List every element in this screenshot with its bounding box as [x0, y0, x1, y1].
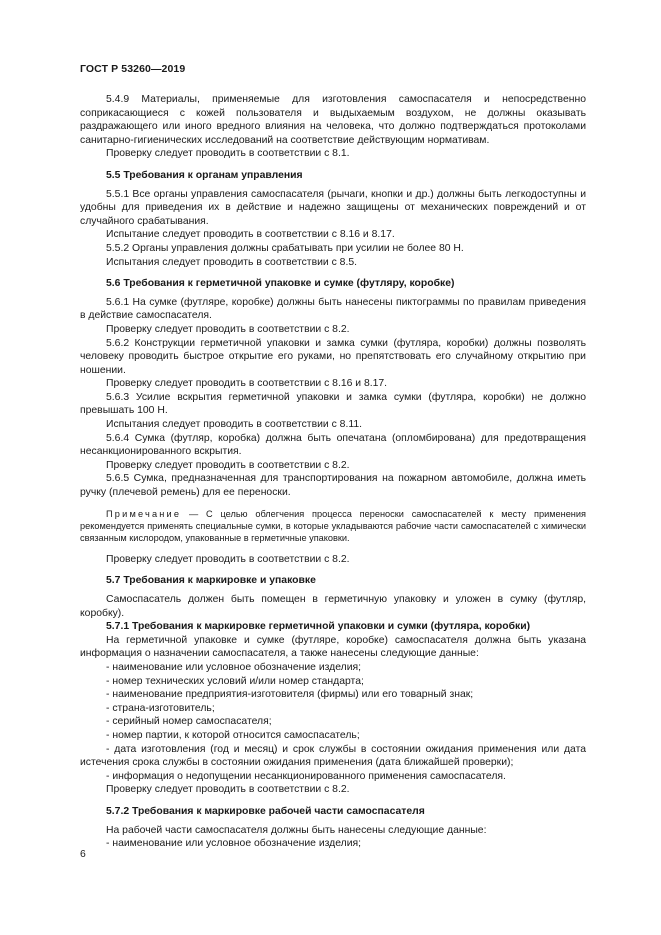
paragraph-check: Проверку следует проводить в соответствии с 8.1. [106, 148, 350, 160]
page-header: ГОСТ Р 53260—2019 [80, 63, 186, 75]
section-heading-5-5: 5.5 Требования к органам управления [106, 169, 303, 181]
paragraph-5-6-1: 5.6.1 На сумке (футляре, коробке) должны быть нанесены пиктограммы по правилам приведения в действие самоспасателя. [80, 296, 586, 322]
paragraph-check: Испытания следует проводить в соответствии с 8.11. [106, 419, 363, 431]
list-item: - наименование или условное обозначение изделия; [106, 838, 362, 850]
paragraph-check: Проверку следует проводить в соответствии с 8.2. [106, 784, 350, 796]
list-item: - информация о недопущении несанкционированного применения самоспасателя. [106, 770, 506, 782]
paragraph-check: Проверку следует проводить в соответствии с 8.2. [106, 553, 350, 565]
note [80, 508, 586, 545]
paragraph-check: Испытание следует проводить в соответствии с 8.16 и 8.17. [106, 229, 395, 241]
paragraph-5-5-2: 5.5.2 Органы управления должны срабатывать при усилии не более 80 Н. [106, 242, 464, 254]
paragraph-check: Проверку следует проводить в соответствии с 8.2. [106, 323, 350, 335]
section-heading-5-6: 5.6 Требования к герметичной упаковке и сумке (футляру, коробке) [106, 278, 455, 290]
paragraph-marking-info: На герметичной упаковке и сумке (футляре, коробке) самоспасателя должна быть указана информация о назначении самоспасателя, а также нанесены следующие данные: [80, 634, 586, 660]
paragraph-5-6-3: 5.6.3 Усилие вскрытия герметичной упаковки и замка сумки (футляра, коробки) не должно превышать 100 Н. [80, 391, 586, 417]
list-item: - страна-изготовитель; [106, 702, 215, 714]
paragraph-5-4-9: 5.4.9 Материалы, применяемые для изготовления самоспасателя и непосредственно соприкасающиеся с кожей пользователя и выдыхаемым воздухом, не должны оказывать раздражающего или иного вредного влияния на человека, что должно подтверждаться протоколами санитарно-гигиенических исследований на соответствие действующим нормативам. [80, 94, 586, 146]
paragraph-check: Проверку следует проводить в соответствии с 8.2. [106, 459, 350, 471]
paragraph-working-part: На рабочей части самоспасателя должны быть нанесены следующие данные: [106, 824, 487, 836]
list-item: - серийный номер самоспасателя; [106, 716, 272, 728]
paragraph-5-6-2: 5.6.2 Конструкции герметичной упаковки и замка сумки (футляра, коробки) должны позволять человеку проводить быстрое открытие его руками, но препятствовать его случайному открытию при ношении. [80, 337, 586, 376]
note-label: Примечание [106, 508, 182, 519]
paragraph-check: Испытания следует проводить в соответствии с 8.5. [106, 256, 357, 268]
paragraph-packaging: Самоспасатель должен быть помещен в герметичную упаковку и уложен в сумку (футляр, коробку). [80, 594, 586, 619]
paragraph-5-6-4: 5.6.4 Сумка (футляр, коробка) должна быть опечатана (опломбирована) для предотвращения несанкционированного вскрытия. [80, 432, 586, 458]
list-item: - дата изготовления (год и месяц) и срок службы в состоянии ожидания применения или дата истечения срока службы в состоянии ожидания применения (дата ближайшей проверки); [80, 743, 586, 769]
subsection-heading-5-7-1: 5.7.1 Требования к маркировке герметичной упаковки и сумки (футляра, коробки) [106, 621, 531, 633]
list-item: - наименование или условное обозначение изделия; [106, 662, 362, 673]
list-item: - наименование предприятия-изготовителя (фирмы) или его товарный знак; [106, 689, 474, 701]
page-body [80, 93, 586, 851]
page-number: 6 [80, 849, 86, 860]
list-item: - номер партии, к которой относится самоспасатель; [106, 729, 360, 741]
list-item: - номер технических условий и/или номер стандарта; [106, 675, 364, 687]
paragraph-5-6-5: 5.6.5 Сумка, предназначенная для транспортирования на пожарном автомобиле, должна иметь ручку (плечевой ремень) для ее переноски. [80, 473, 586, 499]
paragraph-5-5-1: 5.5.1 Все органы управления самоспасателя (рычаги, кнопки и др.) должны быть легкодоступны и удобны для приведения их в действие и надежно защищены от механических повреждений и от случайного срабатывания. [80, 188, 586, 227]
note-text: — С целью облегчения процесса переноски самоспасателей к месту применения рекомендуется применять специальные сумки, в которые укладываются рабочие части самоспасателей с химически связанным кислородом, упакованные в герметичные упаковки. [80, 508, 586, 544]
subsection-heading-5-7-2: 5.7.2 Требования к маркировке рабочей части самоспасателя [106, 805, 425, 817]
paragraph-check: Проверку следует проводить в соответствии с 8.16 и 8.17. [106, 378, 388, 390]
section-heading-5-7: 5.7 Требования к маркировке и упаковке [106, 575, 316, 587]
